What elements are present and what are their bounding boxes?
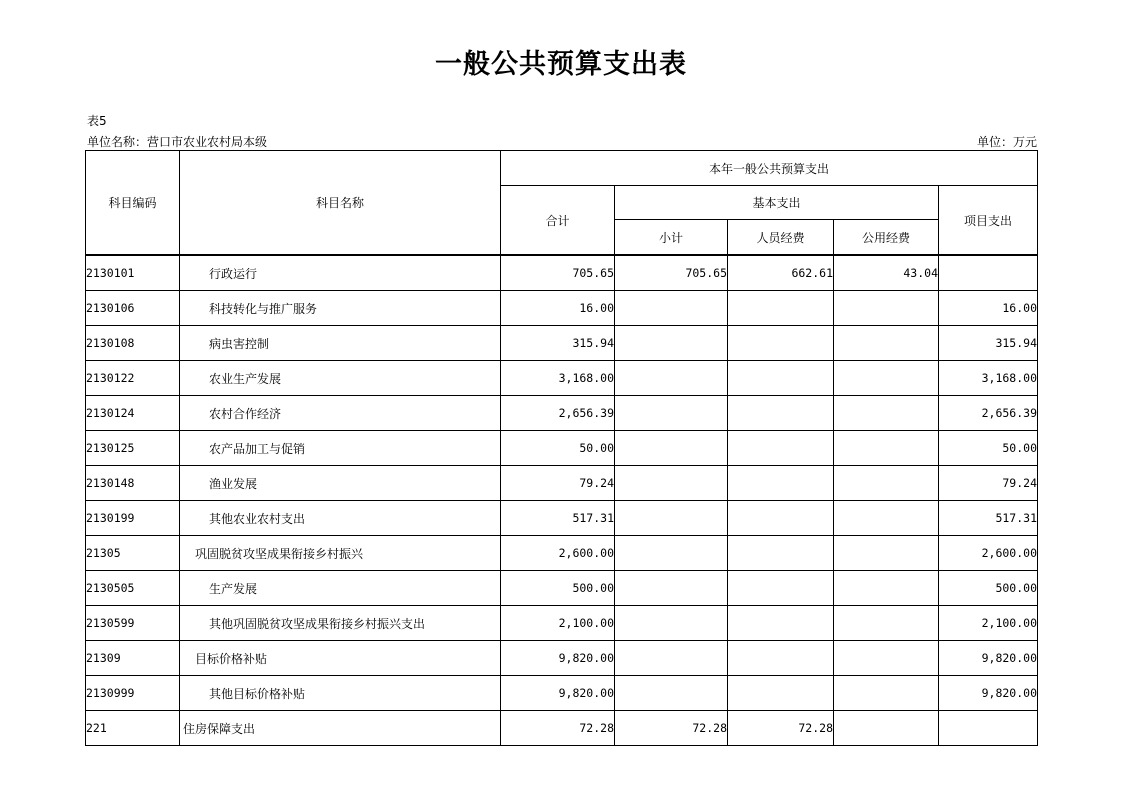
cell-public bbox=[834, 536, 939, 571]
cell-project: 500.00 bbox=[939, 571, 1038, 606]
table-row bbox=[86, 431, 1038, 466]
header-public-expense: 公用经费 bbox=[834, 220, 939, 256]
cell-name: 农村合作经济 bbox=[180, 396, 501, 431]
cell-personnel bbox=[728, 396, 834, 431]
cell-code: 2130599 bbox=[86, 606, 180, 641]
cell-personnel bbox=[728, 361, 834, 396]
table-row bbox=[86, 536, 1038, 571]
cell-subtotal bbox=[615, 606, 728, 641]
cell-name: 住房保障支出 bbox=[180, 711, 501, 746]
cell-personnel bbox=[728, 291, 834, 326]
cell-project: 16.00 bbox=[939, 291, 1038, 326]
cell-total: 2,100.00 bbox=[501, 606, 615, 641]
cell-code: 2130106 bbox=[86, 291, 180, 326]
table-row bbox=[86, 466, 1038, 501]
cell-code: 221 bbox=[86, 711, 180, 746]
cell-total: 2,656.39 bbox=[501, 396, 615, 431]
cell-subtotal bbox=[615, 571, 728, 606]
cell-public bbox=[834, 571, 939, 606]
cell-public bbox=[834, 711, 939, 746]
table-row bbox=[86, 326, 1038, 361]
table-row bbox=[86, 676, 1038, 711]
cell-subtotal bbox=[615, 361, 728, 396]
cell-personnel bbox=[728, 501, 834, 536]
cell-code: 2130199 bbox=[86, 501, 180, 536]
cell-subtotal bbox=[615, 536, 728, 571]
cell-personnel bbox=[728, 641, 834, 676]
cell-code: 2130101 bbox=[86, 255, 180, 291]
cell-code: 21305 bbox=[86, 536, 180, 571]
unit-name: 单位名称：营口市农业农村局本级 bbox=[87, 135, 268, 149]
cell-public bbox=[834, 431, 939, 466]
cell-project: 2,600.00 bbox=[939, 536, 1038, 571]
cell-total: 50.00 bbox=[501, 431, 615, 466]
cell-total: 315.94 bbox=[501, 326, 615, 361]
header-personnel-expense: 人员经费 bbox=[728, 220, 834, 256]
cell-personnel: 662.61 bbox=[728, 255, 834, 291]
cell-public bbox=[834, 501, 939, 536]
cell-code: 2130148 bbox=[86, 466, 180, 501]
cell-subtotal bbox=[615, 291, 728, 326]
cell-name: 目标价格补贴 bbox=[180, 641, 501, 676]
cell-personnel bbox=[728, 431, 834, 466]
cell-project bbox=[939, 711, 1038, 746]
cell-total: 9,820.00 bbox=[501, 676, 615, 711]
cell-subtotal: 72.28 bbox=[615, 711, 728, 746]
table-row bbox=[86, 501, 1038, 536]
cell-subtotal bbox=[615, 396, 728, 431]
cell-public bbox=[834, 291, 939, 326]
cell-name: 行政运行 bbox=[180, 255, 501, 291]
table-row bbox=[86, 711, 1038, 746]
cell-name: 科技转化与推广服务 bbox=[180, 291, 501, 326]
budget-expenditure-table bbox=[85, 150, 1038, 746]
header-subtotal: 小计 bbox=[615, 220, 728, 256]
cell-project: 9,820.00 bbox=[939, 676, 1038, 711]
cell-code: 21309 bbox=[86, 641, 180, 676]
header-code: 科目编码 bbox=[86, 151, 180, 256]
cell-public bbox=[834, 466, 939, 501]
cell-subtotal bbox=[615, 431, 728, 466]
unit-info-line bbox=[87, 133, 1037, 150]
cell-subtotal bbox=[615, 466, 728, 501]
cell-total: 500.00 bbox=[501, 571, 615, 606]
page-title: 一般公共预算支出表 bbox=[435, 49, 687, 80]
cell-subtotal bbox=[615, 641, 728, 676]
cell-public bbox=[834, 606, 939, 641]
cell-name: 农产品加工与促销 bbox=[180, 431, 501, 466]
cell-code: 2130108 bbox=[86, 326, 180, 361]
cell-public bbox=[834, 326, 939, 361]
cell-personnel bbox=[728, 606, 834, 641]
cell-total: 2,600.00 bbox=[501, 536, 615, 571]
cell-total: 79.24 bbox=[501, 466, 615, 501]
table-row bbox=[86, 606, 1038, 641]
cell-project: 517.31 bbox=[939, 501, 1038, 536]
header-total: 合计 bbox=[501, 186, 615, 256]
cell-name: 其他农业农村支出 bbox=[180, 501, 501, 536]
cell-project: 3,168.00 bbox=[939, 361, 1038, 396]
cell-project: 9,820.00 bbox=[939, 641, 1038, 676]
cell-subtotal bbox=[615, 676, 728, 711]
cell-total: 3,168.00 bbox=[501, 361, 615, 396]
cell-name: 其他目标价格补贴 bbox=[180, 676, 501, 711]
table-row bbox=[86, 361, 1038, 396]
cell-name: 病虫害控制 bbox=[180, 326, 501, 361]
cell-project: 2,100.00 bbox=[939, 606, 1038, 641]
cell-public bbox=[834, 676, 939, 711]
cell-personnel: 72.28 bbox=[728, 711, 834, 746]
cell-name: 农业生产发展 bbox=[180, 361, 501, 396]
cell-total: 705.65 bbox=[501, 255, 615, 291]
cell-total: 72.28 bbox=[501, 711, 615, 746]
cell-subtotal bbox=[615, 326, 728, 361]
header-annual-expenditure: 本年一般公共预算支出 bbox=[501, 151, 1038, 186]
cell-project: 2,656.39 bbox=[939, 396, 1038, 431]
cell-code: 2130125 bbox=[86, 431, 180, 466]
currency-unit: 单位：万元 bbox=[976, 135, 1037, 149]
cell-project bbox=[939, 255, 1038, 291]
table-row bbox=[86, 396, 1038, 431]
cell-project: 79.24 bbox=[939, 466, 1038, 501]
header-project-expenditure: 项目支出 bbox=[939, 186, 1038, 256]
cell-subtotal: 705.65 bbox=[615, 255, 728, 291]
cell-name: 生产发展 bbox=[180, 571, 501, 606]
header-name: 科目名称 bbox=[180, 151, 501, 256]
cell-total: 16.00 bbox=[501, 291, 615, 326]
cell-project: 315.94 bbox=[939, 326, 1038, 361]
table-row bbox=[86, 571, 1038, 606]
cell-name: 巩固脱贫攻坚成果衔接乡村振兴 bbox=[180, 536, 501, 571]
table-number: 表5 bbox=[87, 114, 107, 128]
cell-code: 2130505 bbox=[86, 571, 180, 606]
cell-public bbox=[834, 361, 939, 396]
cell-personnel bbox=[728, 466, 834, 501]
cell-subtotal bbox=[615, 501, 728, 536]
cell-code: 2130124 bbox=[86, 396, 180, 431]
cell-total: 9,820.00 bbox=[501, 641, 615, 676]
cell-public bbox=[834, 641, 939, 676]
table-row bbox=[86, 291, 1038, 326]
cell-public: 43.04 bbox=[834, 255, 939, 291]
cell-personnel bbox=[728, 676, 834, 711]
cell-name: 渔业发展 bbox=[180, 466, 501, 501]
cell-total: 517.31 bbox=[501, 501, 615, 536]
table-row bbox=[86, 641, 1038, 676]
table-row bbox=[86, 255, 1038, 291]
cell-project: 50.00 bbox=[939, 431, 1038, 466]
cell-public bbox=[834, 396, 939, 431]
cell-personnel bbox=[728, 326, 834, 361]
cell-code: 2130999 bbox=[86, 676, 180, 711]
header-basic-expenditure: 基本支出 bbox=[615, 186, 939, 220]
cell-personnel bbox=[728, 536, 834, 571]
cell-name: 其他巩固脱贫攻坚成果衔接乡村振兴支出 bbox=[180, 606, 501, 641]
cell-personnel bbox=[728, 571, 834, 606]
cell-code: 2130122 bbox=[86, 361, 180, 396]
